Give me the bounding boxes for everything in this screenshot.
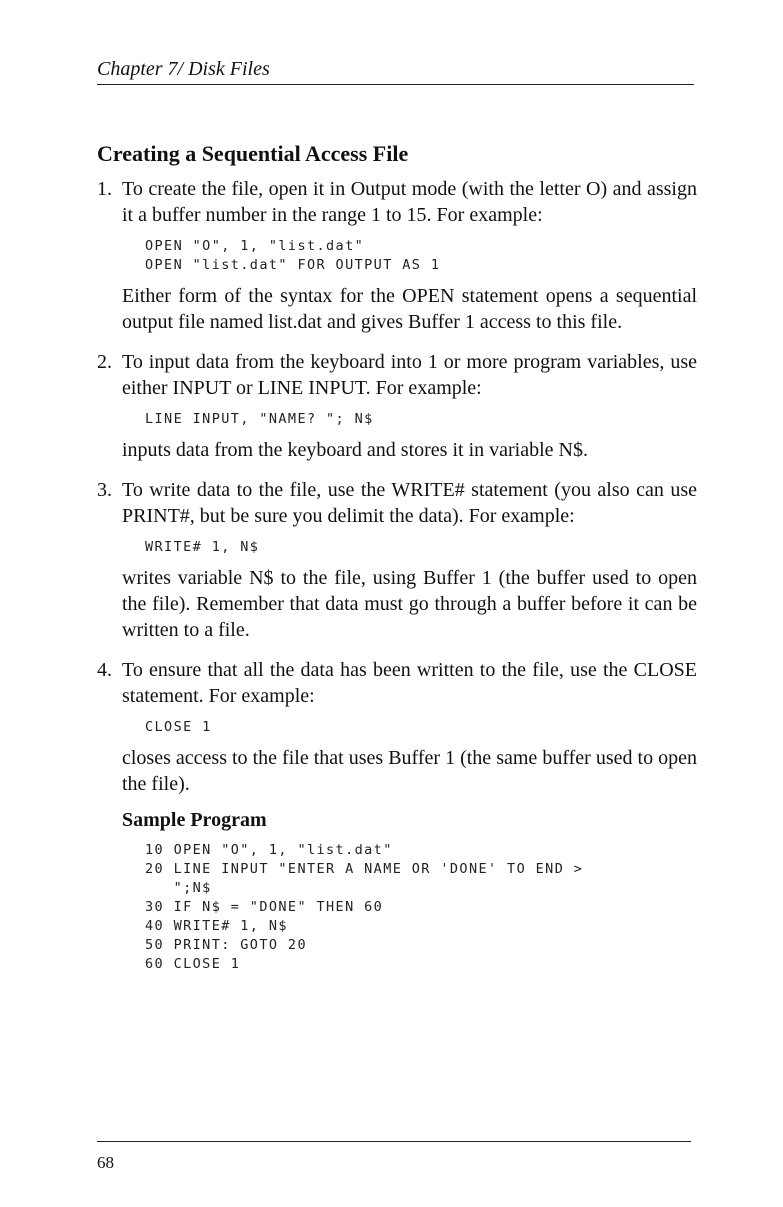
code-example: WRITE# 1, N$ (145, 539, 260, 555)
sample-program-title: Sample Program (122, 809, 267, 831)
chapter-title: Chapter 7/ Disk Files (97, 58, 270, 80)
running-header (97, 56, 694, 85)
step-explanation: writes variable N$ to the file, using Buffer 1 (the buffer used to open the file). Remember that data must go through a buffer before it can be written to a file. (122, 567, 697, 641)
step-2 (97, 349, 697, 463)
step-number: 4. (97, 659, 112, 681)
page-number: 68 (97, 1153, 114, 1172)
steps-list (97, 176, 697, 988)
step-3 (97, 477, 697, 643)
step-text: To write data to the file, use the WRITE# statement (you also can use PRINT#, but be sure you delimit the data). For example: (122, 479, 697, 527)
step-text: To ensure that all the data has been written to the file, use the CLOSE statement. For example: (122, 659, 697, 707)
code-example: OPEN "O", 1, "list.dat" OPEN "list.dat" FOR OUTPUT AS 1 (145, 238, 441, 273)
step-explanation: Either form of the syntax for the OPEN statement opens a sequential output file named list.dat and gives Buffer 1 access to this file. (122, 285, 697, 333)
step-explanation: inputs data from the keyboard and stores it in variable N$. (122, 439, 588, 461)
step-number: 1. (97, 178, 112, 200)
step-explanation: closes access to the file that uses Buffer 1 (the same buffer used to open the file). (122, 747, 697, 795)
sample-program (122, 807, 697, 974)
code-example: LINE INPUT, "NAME? "; N$ (145, 411, 374, 427)
step-text: To input data from the keyboard into 1 or more program variables, use either INPUT or LINE INPUT. For example: (122, 351, 697, 399)
step-number: 2. (97, 351, 112, 373)
section-title: Creating a Sequential Access File (97, 141, 409, 166)
step-text: To create the file, open it in Output mode (with the letter O) and assign it a buffer number in the range 1 to 15. For example: (122, 178, 697, 226)
sample-program-code: 10 OPEN "O", 1, "list.dat" 20 LINE INPUT "ENTER A NAME OR 'DONE' TO END > ";N$ 30 IF N$ = "DONE" THEN 60 40 WRITE# 1, N$ 50 PRINT: GOTO 20 60 CLOSE 1 (145, 842, 584, 972)
step-1 (97, 176, 697, 335)
footer-rule (97, 1141, 691, 1142)
step-number: 3. (97, 479, 112, 501)
code-example: CLOSE 1 (145, 719, 212, 735)
step-4 (97, 657, 697, 974)
